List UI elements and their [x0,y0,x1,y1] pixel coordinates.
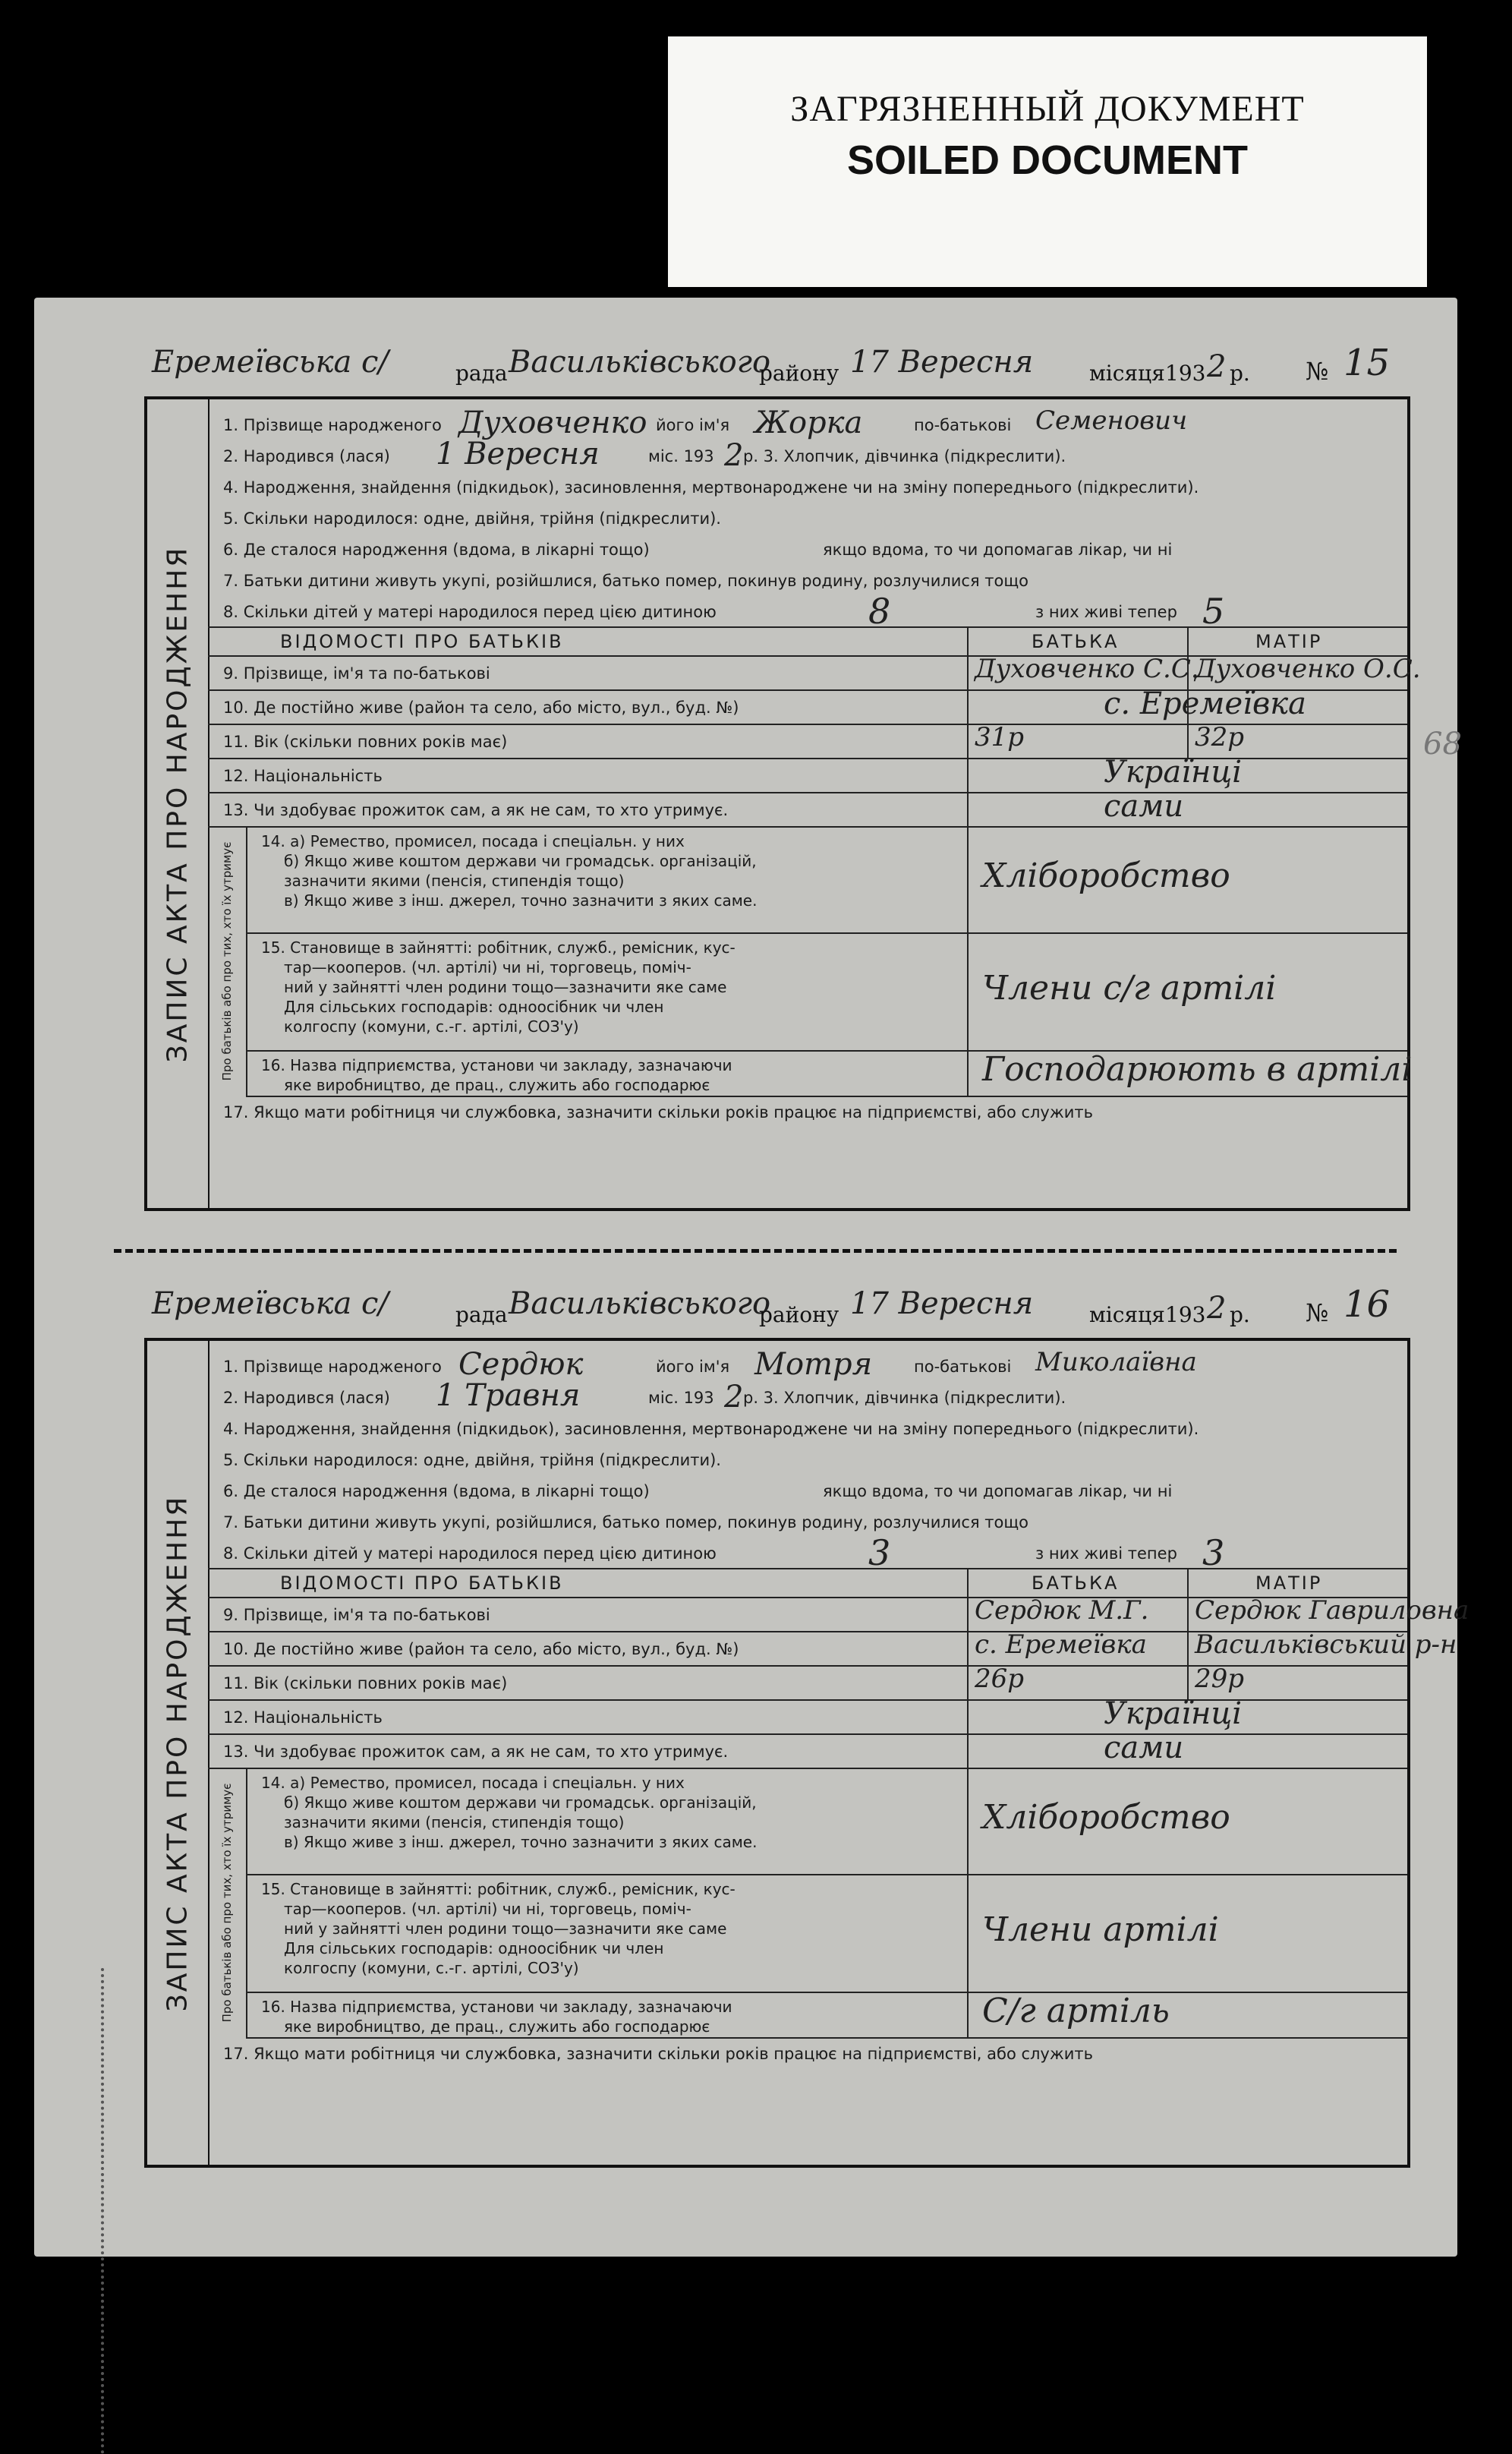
parents-field-14-line-1: 14. а) Ремество, промисел, посада і спеціальн. у них [261,832,685,850]
parents-field-15-line-2: тар—кооперов. (чл. артілі) чи ні, торговець, поміч- [284,1900,691,1918]
date-value: 17 Вересня [850,1286,1034,1321]
mother-header: МАТІР [1255,631,1323,652]
field-7-label: 7. Батьки дитини живуть укупі, розійшлися, батько помер, покинув родину, розлучилися тощо [223,572,1028,590]
month-label: місяця [1089,361,1165,386]
children-before-value: 8 [868,591,891,632]
parents-row-14 [246,1768,1407,1875]
field-row-8 [208,591,1407,632]
year-digit: 2 [1207,349,1227,384]
rayon-value: Васильківського [509,1286,771,1321]
field-1-label: 1. Прізвище народженого [223,416,442,434]
parents-row-13 [208,789,1407,828]
mother-value-9: Сердюк Гавриловна [1195,1595,1469,1626]
occupation-value-14: Хліборобство [982,856,1230,895]
side-note-column [208,826,247,1096]
field-1-name-label: його ім'я [656,1358,730,1376]
parents-field-13-label: 13. Чи здобуває прожиток сам, а як не сам, то хто утримує. [223,801,729,819]
name-value: Мотря [754,1347,873,1382]
occupation-value-15: Члени с/г артілі [982,968,1277,1008]
field-row-1 [208,405,1407,440]
parents-field-14-line-1: 14. а) Ремество, промисел, посада і спеціальн. у них [261,1774,685,1792]
parents-field-10-label: 10. Де постійно живе (район та село, або місто, вул., буд. №) [223,1640,739,1658]
year-suffix: р. [1230,1302,1250,1327]
parents-field-15-line-2: тар—кооперов. (чл. артілі) чи ні, торговець, поміч- [284,958,691,976]
parents-field-14-line-2: б) Якщо живе коштом держави чи громадськ. організацій, [284,852,757,870]
parents-field-14-line-3: зазначити якими (пенсія, стипендія тощо) [284,872,625,890]
parents-field-15-line-1: 15. Становище в зайнятті: робітник, служб., ремісник, кус- [261,938,736,957]
born-value: 1 Вересня [436,437,600,472]
parents-row-12 [208,1696,1407,1735]
month-label: місяця [1089,1302,1165,1327]
field-4-row [208,1412,1407,1443]
field-8-label: 8. Скільки дітей у матері народилося перед цією дитиною [223,1544,717,1563]
father-header: БАТЬКА [1032,631,1120,652]
record-number: 15 [1343,342,1391,384]
label-value-divider [967,1568,969,2037]
rada-label: рада [455,361,508,386]
year-digit: 2 [1207,1291,1227,1326]
mother-value-11: 29р [1195,1664,1245,1694]
field-1-patronymic-label: по-батькові [914,416,1012,434]
parents-field-13-label: 13. Чи здобуває прожиток сам, а як не сам, то хто утримує. [223,1743,729,1761]
parents-row-9 [208,1595,1469,1632]
year-label: 193 [1165,1302,1206,1327]
parents-field-11-label: 11. Вік (скільки повних років має) [223,733,508,751]
parents-field-14-line-3: зазначити якими (пенсія, стипендія тощо) [284,1813,625,1831]
name-value: Жорка [754,405,863,440]
field-2-year-label: міс. 193 [648,447,714,465]
father-mother-divider [1187,626,1189,724]
parents-row-9 [208,654,1421,691]
shared-value-10: с. Еремеївка [1104,686,1306,721]
parents-field-16-line-2: яке виробництво, де прац., служить або господарює [284,1076,710,1094]
father-value-11: 26р [975,1664,1025,1694]
mother-value-11: 32р [1195,722,1245,752]
rayon-label: району [759,1302,839,1327]
occupation-value-15: Члени артілі [982,1910,1219,1949]
father-header: БАТЬКА [1032,1572,1120,1594]
field-3-label: р. 3. Хлопчик, дівчинка (підкреслити). [743,447,1066,465]
field-row-17 [208,1096,1407,1208]
field-row-7 [208,1506,1407,1537]
parents-field-9-label: 9. Прізвище, ім'я та по-батькові [223,1606,490,1624]
surname-value: Сердюк [458,1347,584,1382]
field-3-label: р. 3. Хлопчик, дівчинка (підкреслити). [743,1389,1066,1407]
father-value-9: Духовченко С.С. [975,654,1199,684]
field-8b-label: з них живі тепер [1035,1544,1177,1563]
parents-row-11 [208,724,1407,759]
page-mark: 68 [1423,727,1462,762]
parents-field-12-label: 12. Національність [223,767,383,785]
number-sign: № [1306,1298,1329,1327]
field-row-6 [208,533,1407,564]
parents-header: ВІДОМОСТІ ПРО БАТЬКІВ [280,1572,564,1594]
parents-row-10 [208,686,1407,725]
field-row-7 [208,564,1407,595]
parents-field-10-label: 10. Де постійно живе (район та село, або місто, вул., буд. №) [223,699,739,717]
field-5-row [208,1443,1407,1475]
field-17-label: 17. Якщо мати робітниця чи службовка, зазначити скільки років працює на підприємстві, або служить [223,1103,1094,1121]
field-row-6 [208,1475,1407,1506]
parents-field-14-line-4: в) Якщо живе з інш. джерел, точно зазначити з яких саме. [284,1833,758,1851]
label-value-divider [967,626,969,1096]
parents-field-15-line-3: ний у зайнятті член родини тощо—зазначити яке саме [284,1919,727,1938]
record-header [144,1283,1404,1336]
stamp-english: SOILED DOCUMENT [846,137,1248,183]
field-2-label: 2. Народився (лася) [223,447,390,465]
number-sign: № [1306,357,1329,386]
parents-row-11 [208,1665,1407,1701]
parents-row-13 [208,1730,1407,1769]
vertical-title: ЗАПИС АКТА ПРО НАРОДЖЕННЯ [147,1341,209,2165]
soiled-document-stamp [668,36,1427,287]
parents-field-12-label: 12. Національність [223,1708,383,1727]
born-year-digit: 2 [724,438,744,473]
shared-value-12: Українці [1104,755,1243,790]
children-before-value: 3 [868,1532,891,1573]
parents-field-9-label: 9. Прізвище, ім'я та по-батькові [223,664,490,683]
parents-field-16-line-2: яке виробництво, де прац., служить або господарює [284,2017,710,2036]
mother-header: МАТІР [1255,1572,1323,1594]
parents-field-14-line-2: б) Якщо живе коштом держави чи громадськ. організацій, [284,1793,757,1812]
parents-field-15-line-4: Для сільських господарів: одноосібник чи член [284,1939,664,1957]
parents-row-16 [246,1050,1413,1097]
field-row-8 [208,1532,1407,1573]
field-4-label: 4. Народження, знайдення (підкидьок), засиновлення, мертвонароджене чи на зміну попереднього (підкреслити). [223,478,1199,497]
record-number: 16 [1343,1283,1391,1326]
shared-value-13: сами [1104,1730,1184,1765]
parents-field-15-line-3: ний у зайнятті член родини тощо—зазначити яке саме [284,978,727,996]
surname-value: Духовченко [458,405,647,440]
age-divider [1187,724,1189,758]
field-6b-label: якщо вдома, то чи допомагав лікар, чи ні [823,1482,1173,1500]
shared-value-13: сами [1104,789,1184,824]
date-value: 17 Вересня [850,345,1034,380]
parents-field-16-line-1: 16. Назва підприємства, установи чи закладу, зазначаючи [261,1998,732,2016]
parents-field-15-line-1: 15. Становище в зайнятті: робітник, служб., ремісник, кус- [261,1880,736,1898]
parents-header-row [208,626,1407,657]
year-label: 193 [1165,361,1206,386]
perforation [101,1968,112,2454]
rayon-value: Васильківського [509,345,771,380]
side-note: Про батьків або про тих, хто їх утримує [220,1783,234,2022]
field-7-label: 7. Батьки дитини живуть укупі, розійшлися, батько помер, покинув родину, розлучилися тощо [223,1513,1028,1531]
rada-value: Еремеївська с/ [152,1286,389,1321]
field-8b-label: з них живі тепер [1035,603,1177,621]
field-5-label: 5. Скільки народилося: одне, двійня, трійня (підкреслити). [223,509,721,528]
parents-field-16-line-1: 16. Назва підприємства, установи чи закладу, зазначаючи [261,1056,732,1074]
birth-record [144,342,1421,1211]
field-row-17 [208,2037,1407,2165]
parents-field-15-line-5: колгоспу (комуни, с.-г. артілі, СОЗ'у) [284,1959,579,1977]
father-value-9: Сердюк М.Г. [975,1595,1149,1626]
parents-row-15 [246,932,1407,1052]
field-17-label: 17. Якщо мати робітниця чи службовка, зазначити скільки років працює на підприємстві, або служить [223,2045,1094,2063]
father-mother-divider [1187,1568,1189,1665]
side-note: Про батьків або про тих, хто їх утримує [220,841,234,1080]
year-suffix: р. [1230,361,1250,386]
parents-field-15-line-4: Для сільських господарів: одноосібник чи член [284,998,664,1016]
mother-value-10: Васильківський р-н [1195,1629,1457,1660]
occupation-value-14: Хліборобство [982,1798,1230,1837]
field-8-label: 8. Скільки дітей у матері народилося перед цією дитиною [223,603,717,621]
parents-field-11-label: 11. Вік (скільки повних років має) [223,1674,508,1692]
mother-value-9: Духовченко О.С. [1195,654,1421,684]
alive-value: 5 [1202,591,1225,632]
occupation-value-16: Господарюють в артілі [982,1050,1413,1089]
birth-record [144,1283,1469,2168]
alive-value: 3 [1202,1532,1225,1573]
parents-row-10 [208,1629,1457,1667]
field-2-year-label: міс. 193 [648,1389,714,1407]
vertical-title: ЗАПИС АКТА ПРО НАРОДЖЕННЯ [147,399,209,1208]
side-note-column [208,1768,247,2037]
field-1-patronymic-label: по-батькові [914,1358,1012,1376]
parents-row-14 [246,826,1407,934]
field-5-label: 5. Скільки народилося: одне, двійня, трійня (підкреслити). [223,1451,721,1469]
field-row-1 [208,1347,1407,1382]
father-value-10: с. Еремеївка [975,1629,1147,1660]
rada-value: Еремеївська с/ [152,345,389,380]
cut-line [114,1249,1397,1253]
field-2-label: 2. Народився (лася) [223,1389,390,1407]
parents-header: ВІДОМОСТІ ПРО БАТЬКІВ [280,631,564,652]
field-4-label: 4. Народження, знайдення (підкидьок), засиновлення, мертвонароджене чи на зміну попереднього (підкреслити). [223,1420,1199,1438]
occupation-value-16: С/г артіль [982,1992,1170,2030]
record-header [144,342,1404,395]
field-6b-label: якщо вдома, то чи допомагав лікар, чи ні [823,541,1173,559]
parents-header-row [208,1568,1407,1598]
rayon-label: району [759,361,839,386]
parents-field-14-line-4: в) Якщо живе з інш. джерел, точно зазначити з яких саме. [284,891,758,910]
field-1-label: 1. Прізвище народженого [223,1358,442,1376]
field-4-row [208,471,1407,502]
born-year-digit: 2 [724,1380,744,1415]
field-6-label: 6. Де сталося народження (вдома, в лікарні тощо) [223,541,650,559]
stamp-russian: ЗАГРЯЗНЕННЫЙ ДОКУМЕНТ [790,89,1305,129]
field-6-label: 6. Де сталося народження (вдома, в лікарні тощо) [223,1482,650,1500]
field-row-2 [208,1378,1407,1415]
field-1-name-label: його ім'я [656,416,730,434]
age-divider [1187,1665,1189,1699]
parents-row-15 [246,1874,1407,1993]
shared-value-12: Українці [1104,1696,1243,1731]
patronymic-value: Семенович [1035,405,1188,436]
parents-row-12 [208,755,1407,793]
record-box [144,1338,1469,2168]
born-value: 1 Травня [436,1378,581,1413]
record-box [144,396,1421,1211]
patronymic-value: Миколаївна [1035,1347,1197,1377]
parents-field-15-line-5: колгоспу (комуни, с.-г. артілі, СОЗ'у) [284,1017,579,1036]
parents-row-16 [246,1992,1407,2039]
field-row-2 [208,437,1407,473]
rada-label: рада [455,1302,508,1327]
father-value-11: 31р [975,722,1025,752]
field-5-row [208,502,1407,533]
